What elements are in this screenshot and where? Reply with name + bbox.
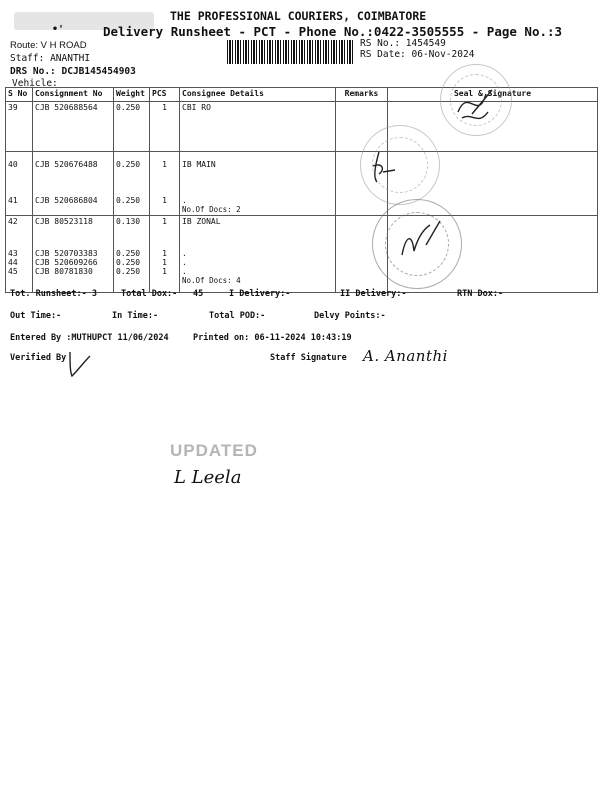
cell-details: CBI RO bbox=[180, 102, 336, 152]
cell-pcs: 1 bbox=[150, 102, 180, 152]
route-value: V H ROAD bbox=[40, 40, 87, 51]
pcs-a: 1 bbox=[162, 217, 167, 226]
barcode bbox=[227, 40, 354, 64]
in-time: In Time:- bbox=[112, 311, 159, 321]
total-dox-value: 45 bbox=[193, 289, 204, 299]
tot-runsheet: Tot. Runsheet:- 3 bbox=[10, 289, 97, 299]
wt-a: 0.250 bbox=[116, 160, 141, 169]
staff-line bbox=[10, 53, 90, 64]
rs-date bbox=[360, 49, 474, 60]
rs-date-value: 06-Nov-2024 bbox=[411, 49, 475, 60]
sno-c: 44 bbox=[8, 258, 18, 267]
cons-b: CJB 520686804 bbox=[35, 196, 98, 205]
sno-a: 42 bbox=[8, 217, 18, 226]
details-a: IB MAIN bbox=[182, 160, 216, 169]
cell-details bbox=[180, 152, 336, 216]
cons-a: CJB 520676488 bbox=[35, 160, 98, 169]
sno-d: 45 bbox=[8, 267, 18, 276]
cell-weight bbox=[114, 216, 150, 293]
table-row bbox=[6, 152, 598, 216]
sno-b: 41 bbox=[8, 196, 18, 205]
rs-no-label: RS No.: bbox=[360, 38, 401, 49]
ii-delivery: II Delivery:- bbox=[340, 289, 407, 299]
staff-label: Staff: bbox=[10, 53, 45, 64]
cell-pcs bbox=[150, 152, 180, 216]
company-name: THE PROFESSIONAL COURIERS, COIMBATORE bbox=[170, 9, 427, 23]
i-delivery: I Delivery:- bbox=[229, 289, 291, 299]
wt-b: 0.250 bbox=[116, 196, 141, 205]
col-remarks: Remarks bbox=[336, 88, 388, 102]
cell-sno: 39 bbox=[6, 102, 33, 152]
signature-row-39 bbox=[448, 82, 498, 132]
sno-a: 40 bbox=[8, 160, 18, 169]
rs-date-label: RS Date: bbox=[360, 49, 406, 60]
rtn-dox: RTN Dox:- bbox=[457, 289, 504, 299]
cons-b: CJB 520703383 bbox=[35, 249, 98, 258]
out-time: Out Time:- bbox=[10, 311, 62, 321]
verified-by-signature bbox=[64, 348, 94, 380]
cell-sno bbox=[6, 216, 33, 293]
printed-on: Printed on: 06-11-2024 10:43:19 bbox=[193, 333, 352, 343]
pcs-a: 1 bbox=[162, 160, 167, 169]
updated-signature: L Leela bbox=[174, 467, 242, 488]
drs-line bbox=[10, 66, 136, 77]
details-c: . bbox=[182, 258, 187, 267]
drs-value: DCJB145454903 bbox=[61, 66, 136, 77]
entered-by: Entered By :MUTHUPCT 11/06/2024 bbox=[10, 333, 169, 343]
col-consignee-details: Consignee Details bbox=[180, 88, 336, 102]
details-d: . bbox=[182, 267, 187, 276]
sno-b: 43 bbox=[8, 249, 18, 258]
cell-weight: 0.250 bbox=[114, 102, 150, 152]
verified-by-label: Verified By bbox=[10, 353, 67, 363]
details-b: . bbox=[182, 249, 187, 258]
pcs-d: 1 bbox=[162, 267, 167, 276]
pcs-b: 1 bbox=[162, 196, 167, 205]
signature-row-40 bbox=[365, 148, 415, 188]
col-pcs: PCS bbox=[150, 88, 180, 102]
runsheet-title: Delivery Runsheet - PCT - Phone No.:0422-3505555 - Page No.:3 bbox=[103, 24, 563, 39]
cell-weight bbox=[114, 152, 150, 216]
wt-b: 0.250 bbox=[116, 249, 141, 258]
pcs-b: 1 bbox=[162, 249, 167, 258]
total-dox-label: Total Dox:- bbox=[121, 289, 178, 299]
details-b: . bbox=[182, 196, 187, 205]
cell-consignment bbox=[33, 216, 114, 293]
delvy-points: Delvy Points:- bbox=[314, 311, 386, 321]
route-label: Route: bbox=[10, 40, 38, 51]
updated-stamp: UPDATED bbox=[170, 441, 258, 460]
vehicle-label: Vehicle: bbox=[12, 78, 58, 89]
cell-sno bbox=[6, 152, 33, 216]
rs-no bbox=[360, 38, 446, 49]
signature-row-42 bbox=[396, 215, 446, 265]
details-a: IB ZONAL bbox=[182, 217, 221, 226]
staff-value: ANANTHI bbox=[50, 53, 91, 64]
docs-count: No.Of Docs: 2 bbox=[182, 205, 241, 214]
bullet-mark: •' bbox=[52, 24, 65, 35]
cons-d: CJB 80781830 bbox=[35, 267, 93, 276]
cell-pcs bbox=[150, 216, 180, 293]
wt-c: 0.250 bbox=[116, 258, 141, 267]
col-consignment-no: Consignment No bbox=[33, 88, 114, 102]
col-seal-signature: Seal & Signature bbox=[388, 88, 598, 102]
cons-c: CJB 520609266 bbox=[35, 258, 98, 267]
docs-count: No.Of Docs: 4 bbox=[182, 276, 241, 285]
cell-consignment bbox=[33, 152, 114, 216]
col-weight: Weight bbox=[114, 88, 150, 102]
rs-no-value: 1454549 bbox=[405, 38, 446, 49]
cell-consignment: CJB 520688564 bbox=[33, 102, 114, 152]
cell-details bbox=[180, 216, 336, 293]
wt-a: 0.130 bbox=[116, 217, 141, 226]
table-row bbox=[6, 216, 598, 293]
cons-a: CJB 80523118 bbox=[35, 217, 93, 226]
staff-signature-label: Staff Signature bbox=[270, 353, 347, 363]
route-line bbox=[10, 40, 87, 51]
col-sno: S No bbox=[6, 88, 33, 102]
runsheet-table bbox=[5, 87, 598, 293]
drs-label: DRS No.: bbox=[10, 66, 56, 77]
wt-d: 0.250 bbox=[116, 267, 141, 276]
pcs-c: 1 bbox=[162, 258, 167, 267]
total-pod: Total POD:- bbox=[209, 311, 266, 321]
staff-signature-handwritten: A. Ananthi bbox=[363, 347, 448, 365]
